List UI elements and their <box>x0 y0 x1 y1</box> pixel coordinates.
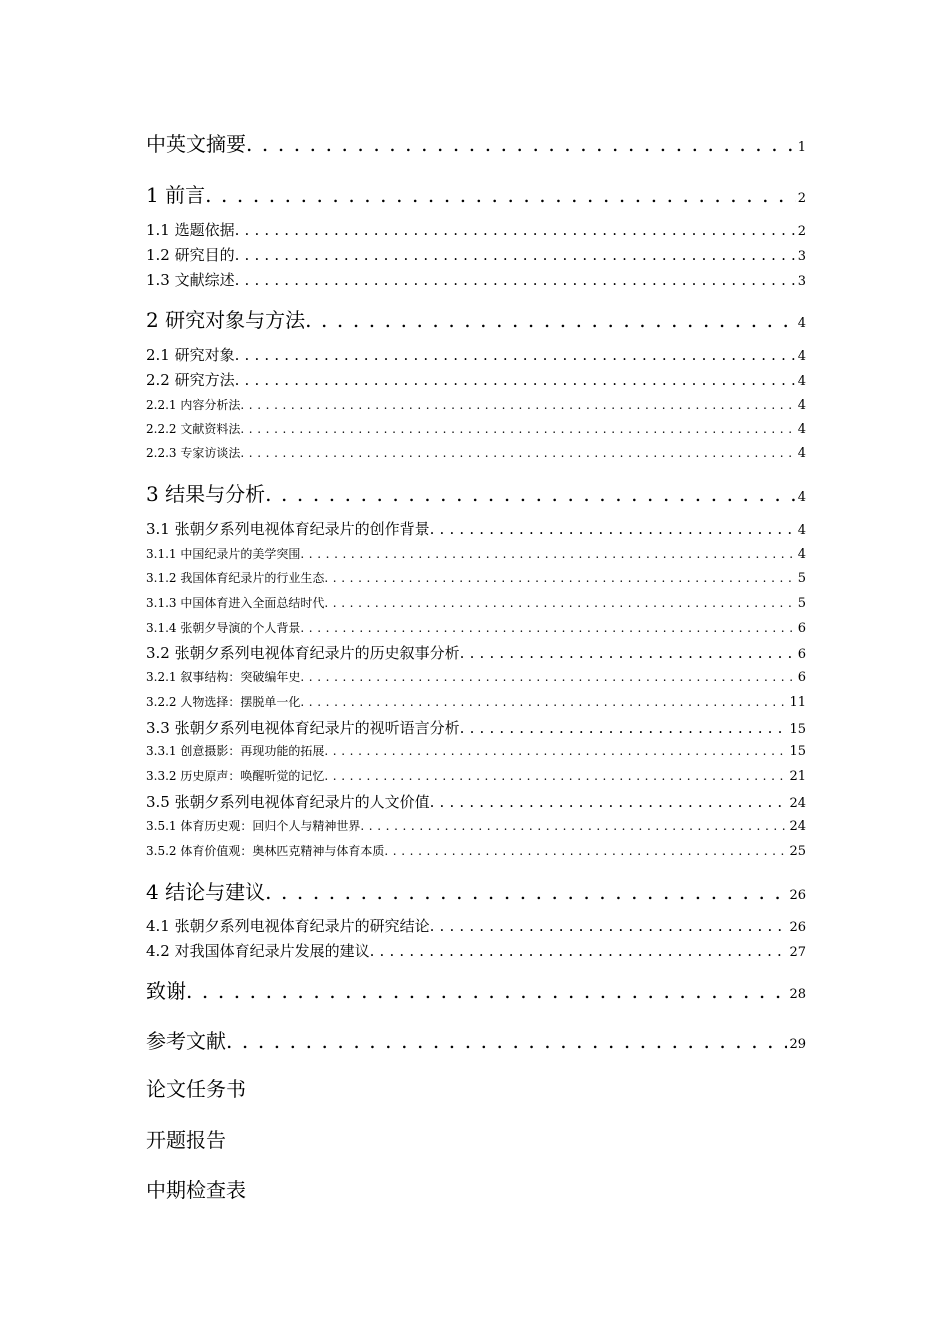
toc-entry-subsection <box>146 842 806 859</box>
toc-entry-subsection <box>146 569 806 586</box>
toc-entry-acknowledgements <box>146 975 806 1004</box>
toc-entry-page: 4 <box>797 422 806 437</box>
toc-entry-title: 参考文献 <box>146 1029 226 1053</box>
dot-leader <box>240 446 795 460</box>
toc-entry-subsection <box>146 668 806 685</box>
toc-entry-subsection <box>146 420 806 437</box>
toc-entry-chapter-1 <box>146 179 806 208</box>
toc-entry-page: 3 <box>797 249 806 264</box>
toc-entry-subsection <box>146 594 806 611</box>
dot-leader <box>265 880 787 904</box>
toc-entry-chapter-3 <box>146 478 806 507</box>
toc-entry-title: 3.2.2 人物选择：摆脱单一化 <box>146 695 301 709</box>
toc-entry-page: 28 <box>789 987 806 1002</box>
toc-entry-title: 2 研究对象与方法 <box>146 308 306 332</box>
toc-entry-page: 1 <box>797 140 806 155</box>
toc-entry-page: 26 <box>789 920 806 935</box>
dot-leader <box>240 398 795 412</box>
dot-leader <box>460 644 796 662</box>
dot-leader <box>324 571 795 585</box>
dot-leader <box>300 670 795 684</box>
toc-entry-title: 3.3.1 创意摄影：再现功能的拓展 <box>146 744 325 758</box>
toc-entry-title: 3.1.3 中国体育进入全面总结时代 <box>146 596 325 610</box>
dot-leader <box>205 183 796 207</box>
toc-entry-subsection <box>146 817 806 834</box>
toc-entry-page: 29 <box>789 1037 806 1052</box>
toc-entry-page: 2 <box>797 224 806 239</box>
toc-entry-title: 3.2 张朝夕系列电视体育纪录片的历史叙事分析 <box>146 644 460 662</box>
toc-entry-subsection <box>146 767 806 784</box>
dot-leader <box>246 132 796 156</box>
dot-leader <box>430 793 788 811</box>
toc-entry-title: 3.1.2 我国体育纪录片的行业生态 <box>146 571 325 585</box>
toc-entry-page: 4 <box>797 490 806 505</box>
dot-leader <box>235 221 796 239</box>
toc-entry-title: 2.2.1 内容分析法 <box>146 398 241 412</box>
toc-entry-title: 中英文摘要 <box>146 132 246 156</box>
dot-leader <box>430 520 796 538</box>
toc-entry-section <box>146 369 806 390</box>
dot-leader <box>226 1029 787 1053</box>
toc-entry-page: 2 <box>797 191 806 206</box>
toc-entry-chapter-4 <box>146 876 806 905</box>
toc-entry-title: 1.3 文献综述 <box>146 271 235 289</box>
dot-leader <box>300 695 787 709</box>
dot-leader <box>360 819 787 833</box>
toc-entry-title: 3.3 张朝夕系列电视体育纪录片的视听语言分析 <box>146 719 460 737</box>
toc-entry-page: 27 <box>789 945 806 960</box>
dot-leader <box>384 844 787 858</box>
toc-entry-page: 21 <box>789 769 806 784</box>
dot-leader <box>430 917 788 935</box>
dot-leader <box>240 422 795 436</box>
toc-entry-section <box>146 642 806 663</box>
toc-entry-page: 11 <box>789 695 806 710</box>
toc-entry-section <box>146 940 806 961</box>
toc-entry-page: 5 <box>797 571 806 586</box>
dot-leader <box>324 596 795 610</box>
dot-leader <box>235 346 796 364</box>
dot-leader <box>265 482 796 506</box>
toc-entry-title: 3.1 张朝夕系列电视体育纪录片的创作背景 <box>146 520 430 538</box>
toc-entry-subsection <box>146 742 806 759</box>
toc-entry-page: 4 <box>797 398 806 413</box>
toc-entry-title: 致谢 <box>146 979 186 1003</box>
toc-entry-page: 15 <box>789 722 806 737</box>
toc-entry-title: 3.5.1 体育历史观：回归个人与精神世界 <box>146 819 361 833</box>
toc-entry-page: 24 <box>789 796 806 811</box>
toc-entry-page: 4 <box>797 446 806 461</box>
toc-entry-title: 1 前言 <box>146 183 206 207</box>
toc-entry-references <box>146 1025 806 1054</box>
dot-leader <box>235 271 796 289</box>
toc-entry-subsection <box>146 396 806 413</box>
appendix-proposal-report: 开题报告 <box>146 1128 226 1152</box>
toc-entry-chapter-2 <box>146 304 806 333</box>
toc-entry-section <box>146 219 806 240</box>
toc-entry-title: 2.2 研究方法 <box>146 371 235 389</box>
toc-entry-subsection <box>146 444 806 461</box>
toc-entry-title: 2.1 研究对象 <box>146 346 235 364</box>
toc-entry-page: 26 <box>789 888 806 903</box>
toc-entry-abstract <box>146 128 806 157</box>
dot-leader <box>324 744 787 758</box>
toc-entry-page: 4 <box>797 316 806 331</box>
toc-entry-title: 3.1.4 张朝夕导演的个人背景 <box>146 621 301 635</box>
toc-entry-title: 3.5 张朝夕系列电视体育纪录片的人文价值 <box>146 793 430 811</box>
dot-leader <box>186 979 787 1003</box>
dot-leader <box>305 308 796 332</box>
toc-entry-section <box>146 244 806 265</box>
appendix-midterm-check: 中期检查表 <box>146 1178 246 1202</box>
toc-entry-page: 3 <box>797 274 806 289</box>
toc-entry-title: 2.2.3 专家访谈法 <box>146 446 241 460</box>
toc-entry-page: 4 <box>797 523 806 538</box>
toc-entry-page: 4 <box>797 349 806 364</box>
toc-entry-title: 3.1.1 中国纪录片的美学突围 <box>146 547 301 561</box>
toc-entry-section <box>146 915 806 936</box>
toc-entry-title: 4.2 对我国体育纪录片发展的建议 <box>146 942 370 960</box>
toc-entry-page: 6 <box>797 621 806 636</box>
toc-entry-page: 24 <box>789 819 806 834</box>
appendix-task-book: 论文任务书 <box>146 1077 246 1101</box>
toc-entry-title: 2.2.2 文献资料法 <box>146 422 241 436</box>
toc-entry-title: 3.2.1 叙事结构：突破编年史 <box>146 670 301 684</box>
dot-leader <box>300 547 795 561</box>
toc-entry-section <box>146 344 806 365</box>
dot-leader <box>324 769 787 783</box>
toc-entry-subsection <box>146 619 806 636</box>
dot-leader <box>235 246 796 264</box>
toc-entry-section <box>146 717 806 738</box>
dot-leader <box>300 621 795 635</box>
toc-entry-section <box>146 518 806 539</box>
toc-entry-section <box>146 791 806 812</box>
toc-entry-title: 3.3.2 历史原声：唤醒听觉的记忆 <box>146 769 325 783</box>
toc-entry-page: 25 <box>789 844 806 859</box>
dot-leader <box>370 942 788 960</box>
dot-leader <box>235 371 796 389</box>
toc-entry-title: 3.5.2 体育价值观：奥林匹克精神与体育本质 <box>146 844 385 858</box>
toc-entry-title: 4 结论与建议 <box>146 880 266 904</box>
toc-entry-title: 3 结果与分析 <box>146 482 266 506</box>
dot-leader <box>460 719 788 737</box>
toc-entry-section <box>146 269 806 290</box>
toc-entry-page: 4 <box>797 547 806 562</box>
toc-entry-page: 15 <box>789 744 806 759</box>
toc-entry-subsection <box>146 545 806 562</box>
toc-entry-title: 1.2 研究目的 <box>146 246 235 264</box>
toc-entry-title: 4.1 张朝夕系列电视体育纪录片的研究结论 <box>146 917 430 935</box>
toc-entry-page: 6 <box>797 670 806 685</box>
toc-entry-page: 5 <box>797 596 806 611</box>
toc-entry-page: 4 <box>797 374 806 389</box>
toc-entry-page: 6 <box>797 647 806 662</box>
toc-entry-subsection <box>146 693 806 710</box>
toc-entry-title: 1.1 选题依据 <box>146 221 235 239</box>
